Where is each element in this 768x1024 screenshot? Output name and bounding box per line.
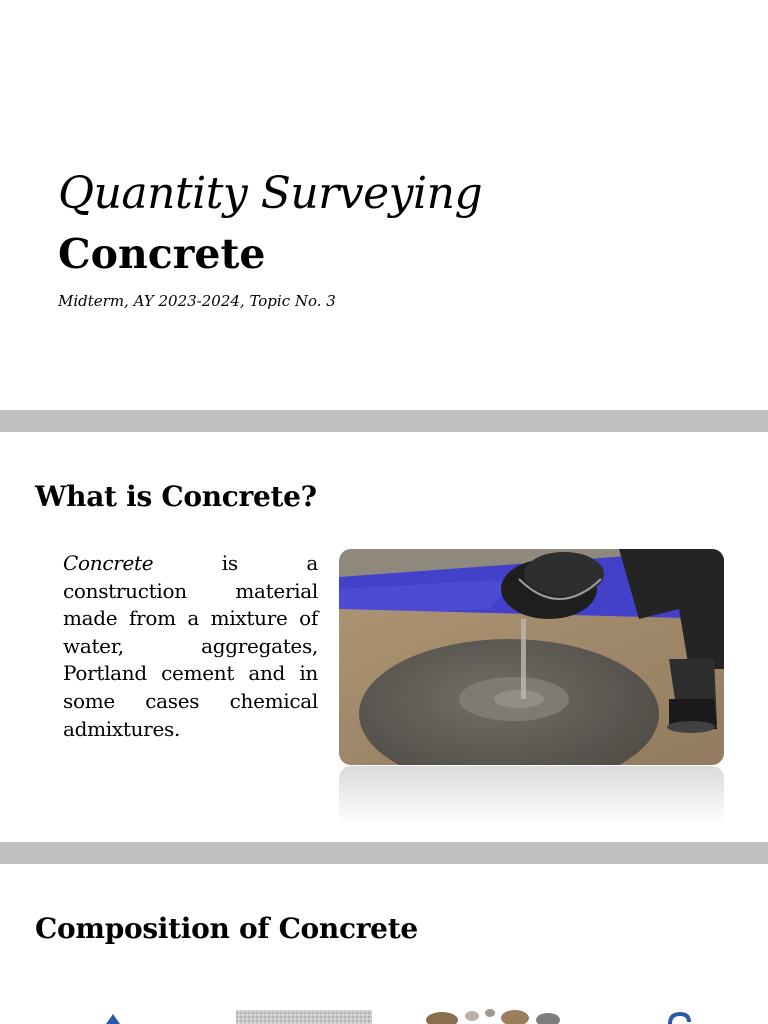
water-drop-icon: [106, 1014, 120, 1024]
definition-term: Concrete: [63, 551, 154, 575]
slide-heading: What is Concrete?: [35, 480, 317, 513]
slide-divider: [0, 410, 768, 432]
definition-text: [63, 550, 318, 743]
slide-heading: Composition of Concrete: [35, 912, 418, 945]
subtitle: Midterm, AY 2023-2024, Topic No. 3: [58, 292, 336, 310]
photo-reflection: [339, 766, 724, 826]
composition-icons: [0, 1004, 768, 1024]
cement-bag-icon: [236, 1010, 372, 1024]
aggregate-stones-icon: [426, 1009, 560, 1024]
title-slide: [0, 0, 768, 410]
definition-slide: [0, 432, 768, 842]
concrete-pouring-photo: [339, 549, 724, 765]
composition-slide: [0, 864, 768, 1024]
definition-body: is a construction material made from a mixture of water, aggregates, Portland cement and in some cases chemical admixtures.: [63, 551, 318, 741]
admixture-icon: [670, 1014, 689, 1024]
slide-divider: [0, 842, 768, 864]
topic-title: Concrete: [58, 230, 266, 278]
course-title: Quantity Surveying: [58, 168, 483, 219]
